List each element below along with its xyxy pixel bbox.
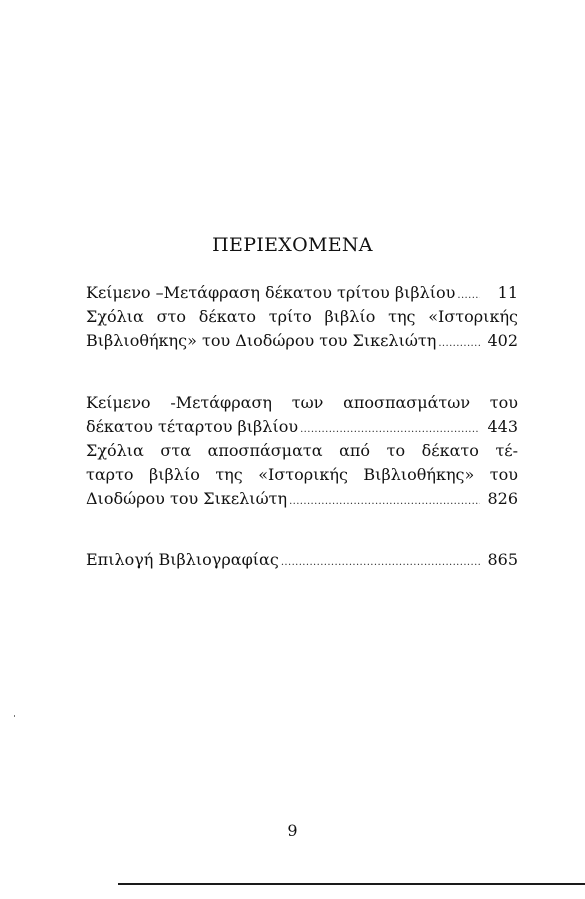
toc-entry-line bbox=[86, 305, 518, 329]
dot-leader bbox=[438, 332, 480, 356]
page-number: 9 bbox=[287, 821, 298, 840]
toc-entry-text: Κείμενο -Μετάφραση των αποσπασμάτων του bbox=[86, 393, 518, 412]
toc-section-2 bbox=[86, 391, 518, 511]
dot-leader bbox=[289, 490, 480, 514]
toc-entry-line bbox=[86, 463, 518, 487]
toc-entry-line bbox=[86, 439, 518, 463]
dot-leader bbox=[281, 551, 480, 575]
toc-section-3 bbox=[86, 548, 518, 572]
toc-entry-text: Διοδώρου του Σικελιώτη bbox=[86, 489, 288, 508]
bottom-rule bbox=[118, 883, 585, 885]
toc-entry-text: Σχόλια στο δέκατο τρίτο βιβλίο της «Ιστορικής bbox=[86, 307, 518, 326]
toc-entry-text: Σχόλια στα αποσπάσματα από το δέκατο τέ- bbox=[86, 441, 518, 460]
toc-page-number: 865 bbox=[487, 550, 518, 569]
toc-entry-line bbox=[86, 415, 518, 439]
toc-entry-line bbox=[86, 281, 518, 305]
toc-section-1 bbox=[86, 281, 518, 353]
scan-speck bbox=[14, 715, 15, 717]
toc-entry-line bbox=[86, 329, 518, 353]
toc-entry-line bbox=[86, 391, 518, 415]
toc-entry-text: ταρτο βιβλίο της «Ιστορικής Βιβλιοθήκης» του bbox=[86, 465, 518, 484]
toc-page-number: 402 bbox=[487, 331, 518, 350]
toc-entry-text: Κείμενο –Μετάφραση δέκατου τρίτου βιβλίου bbox=[86, 283, 456, 302]
toc-entry-line bbox=[86, 487, 518, 511]
toc-page-number: 826 bbox=[487, 489, 518, 508]
toc-entry-line bbox=[86, 548, 518, 572]
toc-entry-text: δέκατου τέταρτου βιβλίου bbox=[86, 417, 299, 436]
page-title: ΠΕΡΙΕΧΟΜΕΝΑ bbox=[212, 234, 373, 256]
toc-page-number: 11 bbox=[497, 283, 518, 302]
toc-page-number: 443 bbox=[487, 417, 518, 436]
toc-entry-text: Επιλογή Βιβλιογραφίας bbox=[86, 550, 279, 569]
toc-entry-text: Βιβλιοθήκης» του Διοδώρου του Σικελιώτη bbox=[86, 331, 437, 350]
